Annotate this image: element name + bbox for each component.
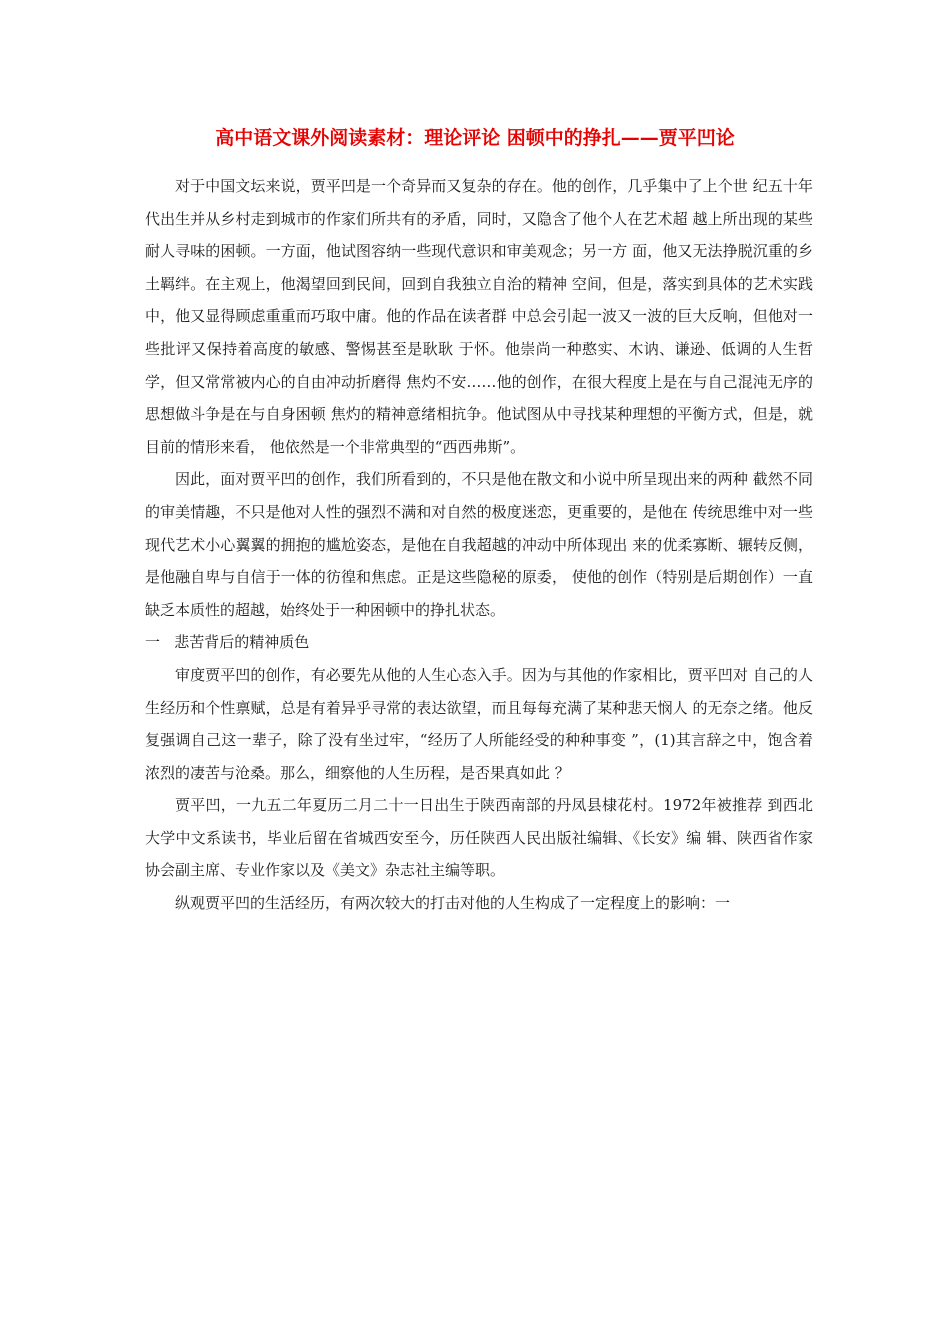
document-body <box>145 170 813 920</box>
section-heading: 一 悲苦背后的精神质色 <box>145 633 310 652</box>
paragraph: 因此，面对贾平凹的创作，我们所看到的，不只是他在散文和小说中所呈现出来的两种 截然不同的审美情趣，不只是他对人性的强烈不满和对自然的极度迷恋，更重要的，是他在 传统思维中对一些现代艺术小心翼翼的拥抱的尴尬姿态，是他在自我超越的冲动中所体现出 来的优柔寡断、辗转反侧，是他融自卑与自信于一体的彷徨和焦虑。正是这些隐秘的原委， 使他的创作（特别是后期创作）一直缺乏本质性的超越，始终处于一种困顿中的挣扎状态。 <box>145 470 813 619</box>
paragraph: 纵观贾平凹的生活经历，有两次较大的打击对他的人生构成了一定程度上的影响：一 <box>175 894 731 913</box>
paragraph: 对于中国文坛来说，贾平凹是一个奇异而又复杂的存在。他的创作，几乎集中了上个世 纪五十年代出生并从乡村走到城市的作家们所共有的矛盾，同时，又隐含了他个人在艺术超 越上所出现的某些耐人寻味的困顿。一方面，他试图容纳一些现代意识和审美观念；另一方 面，他又无法挣脱沉重的乡土羁绊。在主观上，他渴望回到民间，回到自我独立自治的精神 空间，但是，落实到具体的艺术实践中，他又显得顾虑重重而巧取中庸。他的作品在读者群 中总会引起一波又一波的巨大反响，但他对一些批评又保持着高度的敏感、警惕甚至是耿耿 于怀。他崇尚一种憨实、木讷、谦逊、低调的人生哲学，但又常常被内心的自由冲动折磨得 焦灼不安……他的创作，在很大程度上是在与自己混沌无序的思想做斗争是在与自身困顿 焦灼的精神意绪相抗争。他试图从中寻找某种理想的平衡方式，但是，就目前的情形来看， 他依然是一个非常典型的“西西弗斯”。 <box>145 177 813 456</box>
document-title: 高中语文课外阅读素材：理论评论 困顿中的挣扎——贾平凹论 <box>215 127 735 149</box>
paragraph: 审度贾平凹的创作，有必要先从他的人生心态入手。因为与其他的作家相比，贾平凹对 自己的人生经历和个性禀赋，总是有着异乎寻常的表达欲望，而且每每充满了某种悲天悯人 的无奈之绪。他反复强调自己这一辈子，除了没有坐过牢，“经历了人所能经受的种种事变 ”，(1)其言辞之中，饱含着浓烈的凄苦与沧桑。那么，细察他的人生历程，是否果真如此 ？ <box>145 665 813 782</box>
paragraph: 贾平凹，一九五二年夏历二月二十一日出生于陕西南部的丹凤县棣花村。1972年被推荐 到西北大学中文系读书，毕业后留在省城西安至今，历任陕西人民出版社编辑、《长安》编 辑、陕西省作家协会副主席、专业作家以及《美文》杂志社主编等职。 <box>145 796 813 880</box>
